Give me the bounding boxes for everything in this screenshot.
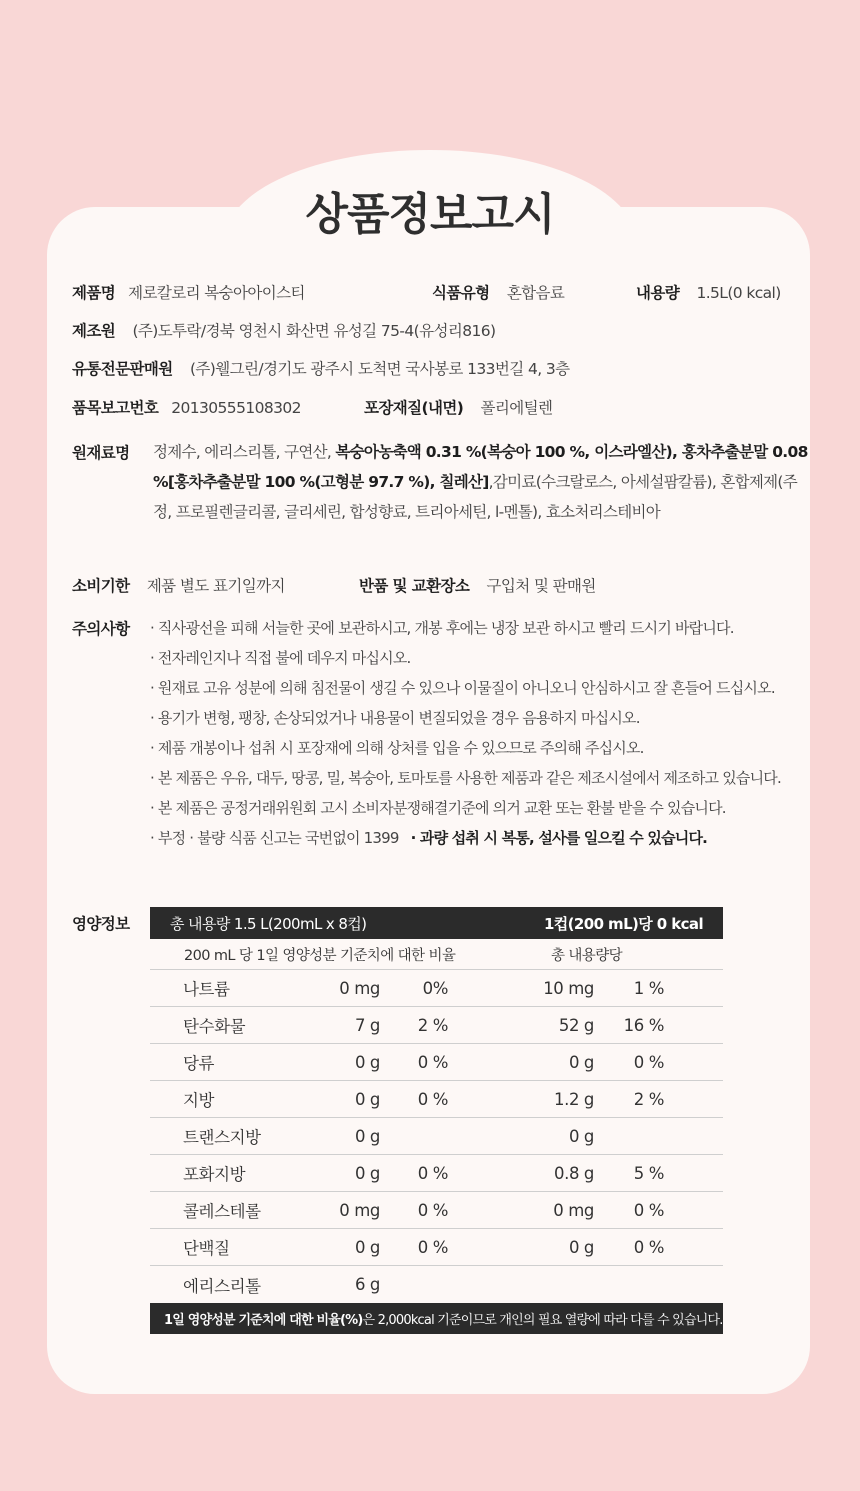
caution-item: · 원재료 고유 성분에 의해 침전물이 생길 수 있으나 이물질이 아니오니 안심하시고 잘 흔들어 드십시오. <box>150 679 775 697</box>
caution-item: · 전자레인지나 직접 불에 데우지 마십시오. <box>150 649 411 667</box>
nutrient-amount-total: 1.2 g <box>554 1089 594 1109</box>
manufacturer-label: 제조원 <box>72 322 116 340</box>
nutrition-label: 영양정보 <box>72 915 130 933</box>
nutrient-amount-per-cup: 0 g <box>354 1126 380 1146</box>
nutrition-table <box>150 907 723 1334</box>
nutrient-percent-per-cup: 0 % <box>417 1200 448 1220</box>
expiry-row <box>72 574 285 596</box>
nutrition-sub-left: 200 mL 당 1일 영양성분 기준치에 대한 비율 <box>184 947 456 964</box>
returns-label: 반품 및 교환장소 <box>359 577 470 595</box>
nutrient-percent-per-cup: 0 % <box>417 1163 448 1183</box>
nutrition-label-wrap <box>72 912 130 934</box>
packaging-row <box>364 396 552 418</box>
nutrient-name: 포화지방 <box>183 1165 246 1184</box>
nutrition-row <box>150 1155 723 1192</box>
manufacturer-row <box>72 319 495 341</box>
distributor-row <box>72 357 570 379</box>
nutrient-name: 콜레스테롤 <box>183 1202 261 1221</box>
nutrition-row <box>150 970 723 1007</box>
returns-value: 구입처 및 판매원 <box>486 577 596 595</box>
report-no-value: 20130555108302 <box>171 399 301 417</box>
caution-warning-bold: · 과량 섭취 시 복통, 설사를 일으킬 수 있습니다. <box>410 829 708 847</box>
report-no-label: 품목보고번호 <box>72 399 159 417</box>
nutrition-row <box>150 1081 723 1118</box>
nutrition-row <box>150 1118 723 1155</box>
nutrition-sub-right: 총 내용량당 <box>550 947 623 964</box>
food-type-label: 식품유형 <box>432 284 490 302</box>
nutrition-row <box>150 1044 723 1081</box>
nutrition-footer <box>150 1303 723 1334</box>
cautions-label: 주의사항 <box>72 620 130 638</box>
nutrition-total-volume: 총 내용량 1.5 L(200mL x 8컵) <box>170 914 367 933</box>
ingredients-part: ,감미료(수크랄로스, 아세설팜칼륨), 혼합제제(주정, 프로필렌글리콜, 글리세린, 합성향료, 트리아세틴, l-멘톨), 효소처리스테비아 <box>153 473 798 521</box>
expiry-label: 소비기한 <box>72 577 130 595</box>
nutrient-amount-total: 10 mg <box>543 978 594 998</box>
nutrient-percent-per-cup: 0 % <box>417 1237 448 1257</box>
nutrient-percent-total: 1 % <box>633 978 664 998</box>
food-type-value: 혼합음료 <box>506 284 565 302</box>
report-no-row <box>72 396 301 418</box>
distributor-value: (주)웰그린/경기도 광주시 도척면 국사봉로 133번길 4, 3층 <box>189 360 570 378</box>
nutrient-amount-per-cup: 0 g <box>354 1089 380 1109</box>
volume-value: 1.5L(0 kcal) <box>696 284 781 302</box>
caution-item: · 제품 개봉이나 섭취 시 포장재에 의해 상처를 입을 수 있으므로 주의해 주십시오. <box>150 739 644 757</box>
nutrition-row <box>150 1266 723 1303</box>
nutrient-amount-per-cup: 7 g <box>354 1015 380 1035</box>
nutrient-percent-per-cup: 2 % <box>417 1015 448 1035</box>
caution-item: · 직사광선을 피해 서늘한 곳에 보관하시고, 개봉 후에는 냉장 보관 하시고 빨리 드시기 바랍니다. <box>150 619 734 637</box>
ingredients-text <box>153 437 813 527</box>
nutrient-percent-total: 0 % <box>633 1237 664 1257</box>
nutrient-name: 탄수화물 <box>183 1017 246 1036</box>
nutrition-row <box>150 1229 723 1266</box>
nutrient-amount-total: 0 mg <box>553 1200 594 1220</box>
product-name-value: 제로칼로리 복숭아아이스티 <box>128 284 305 302</box>
nutrient-name: 에리스리톨 <box>183 1276 261 1296</box>
nutrition-row <box>150 1192 723 1229</box>
cautions-label-wrap <box>72 617 130 639</box>
nutrient-percent-per-cup: 0 % <box>417 1089 448 1109</box>
cautions-list <box>150 613 781 853</box>
ingredients-label: 원재료명 <box>72 444 130 462</box>
nutrient-percent-per-cup: 0 % <box>417 1052 448 1072</box>
packaging-label: 포장재질(내면) <box>364 399 464 417</box>
nutrient-percent-per-cup: 0% <box>422 978 448 998</box>
nutrient-amount-total: 0.8 g <box>554 1163 594 1183</box>
nutrient-percent-total: 2 % <box>633 1089 664 1109</box>
nutrition-per-cup-kcal: 1컵(200 mL)당 0 kcal <box>543 914 703 933</box>
nutrition-footer-bold: 1일 영양성분 기준치에 대한 비율(%) <box>164 1313 363 1328</box>
page-title: 상품정보고시 <box>305 189 555 240</box>
food-type-row <box>432 281 564 303</box>
nutrient-amount-per-cup: 0 mg <box>339 1200 380 1220</box>
nutrition-subheader <box>150 939 723 970</box>
nutrient-name: 트랜스지방 <box>183 1128 261 1147</box>
caution-item: · 본 제품은 우유, 대두, 땅콩, 밀, 복숭아, 토마토를 사용한 제품과 같은 제조시설에서 제조하고 있습니다. <box>150 769 781 787</box>
ingredients-part: 정제수, 에리스리톨, 구연산, <box>153 443 336 461</box>
nutrient-amount-per-cup: 0 g <box>354 1237 380 1257</box>
nutrition-rows <box>150 970 723 1303</box>
nutrient-name: 당류 <box>183 1054 215 1073</box>
nutrition-header <box>150 907 723 939</box>
nutrition-row <box>150 1007 723 1044</box>
nutrient-percent-total: 5 % <box>633 1163 664 1183</box>
nutrient-name: 지방 <box>183 1091 215 1110</box>
volume-row <box>636 281 781 303</box>
packaging-value: 폴리에틸렌 <box>480 399 553 417</box>
ingredients-label-wrap <box>72 441 130 463</box>
expiry-value: 제품 별도 표기일까지 <box>146 577 285 595</box>
nutrient-amount-per-cup: 0 mg <box>339 978 380 998</box>
caution-item: · 부정 · 불량 식품 신고는 국번없이 1399 <box>150 829 399 847</box>
nutrient-name: 나트륨 <box>183 980 230 999</box>
returns-row <box>359 574 596 596</box>
distributor-label: 유통전문판매원 <box>72 360 173 378</box>
nutrient-name: 단백질 <box>183 1239 230 1258</box>
caution-item: · 용기가 변형, 팽창, 손상되었거나 내용물이 변질되었을 경우 음용하지 마십시오. <box>150 709 640 727</box>
nutrient-amount-total: 0 g <box>568 1237 594 1257</box>
product-name-row <box>72 281 305 303</box>
nutrient-amount-per-cup: 0 g <box>354 1163 380 1183</box>
nutrition-footer-text: 은 2,000kcal 기준이므로 개인의 필요 열량에 따라 다를 수 있습니다. <box>362 1313 723 1328</box>
caution-item: · 본 제품은 공정거래위원회 고시 소비자분쟁해결기준에 의거 교환 또는 환불 받을 수 있습니다. <box>150 799 726 817</box>
nutrient-amount-per-cup: 0 g <box>354 1052 380 1072</box>
nutrient-amount-total: 0 g <box>568 1052 594 1072</box>
ingredients-part-bold: 복숭아농축액 0.31 %(복숭아 100 %, 이스라엘산), 홍차추출분말 0.08 %[홍차추출분말 100 %(고형분 97.7 %), 칠레산] <box>153 443 808 491</box>
caution-item-last <box>150 823 781 853</box>
nutrient-percent-total: 16 % <box>623 1015 664 1035</box>
nutrient-amount-total: 52 g <box>558 1015 594 1035</box>
manufacturer-value: (주)도투락/경북 영천시 화산면 유성길 75-4(유성리816) <box>132 322 496 340</box>
volume-label: 내용량 <box>636 284 680 302</box>
nutrient-percent-total: 0 % <box>633 1200 664 1220</box>
nutrient-amount-per-cup: 6 g <box>354 1275 380 1294</box>
nutrient-amount-total: 0 g <box>568 1126 594 1146</box>
nutrient-percent-total: 0 % <box>633 1052 664 1072</box>
product-name-label: 제품명 <box>72 284 116 302</box>
